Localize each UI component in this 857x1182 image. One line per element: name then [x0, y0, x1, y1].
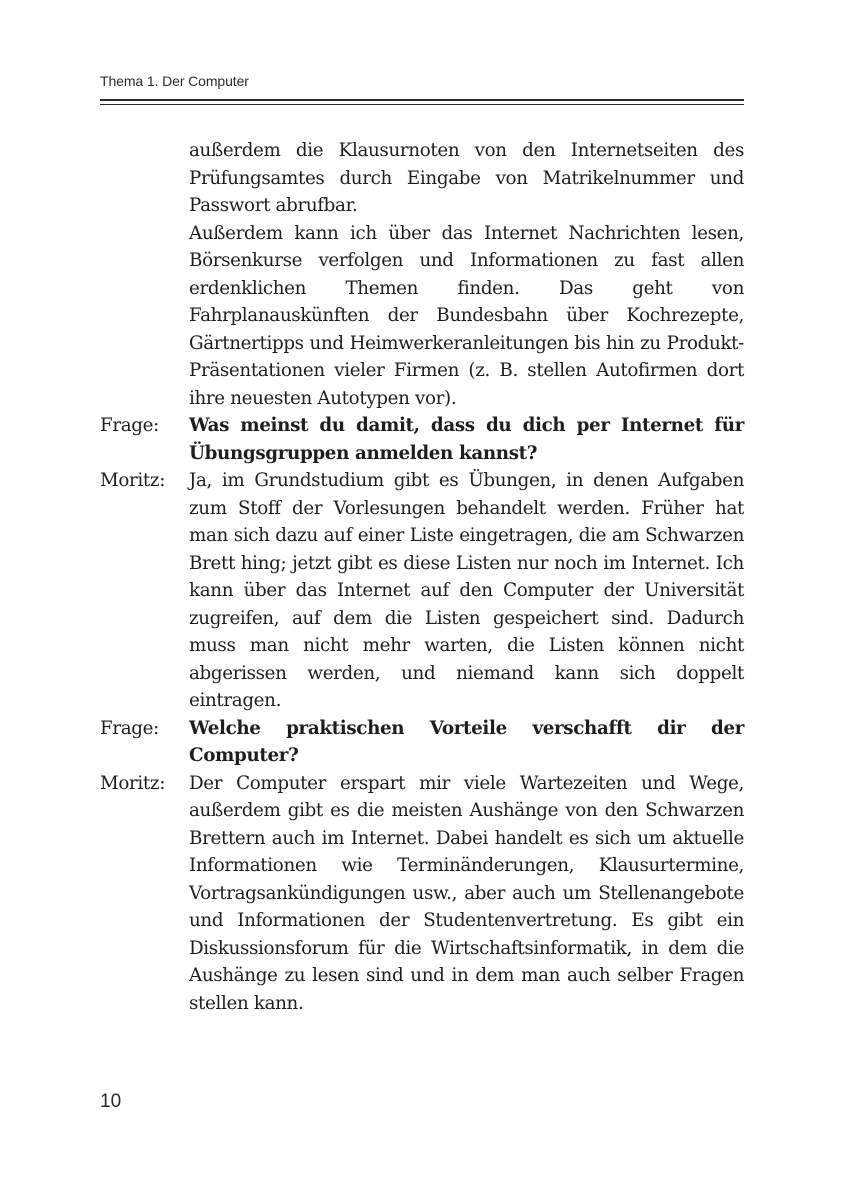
speaker-label: Frage:: [100, 415, 159, 436]
question-text: [189, 715, 744, 770]
header-rule-thick: [100, 99, 744, 101]
paragraph: Was meinst du damit, dass du dich per Internet für Übungsgruppen anmelden kannst?: [189, 415, 744, 464]
question-text: [189, 412, 744, 467]
answer-text: [189, 467, 744, 715]
answer-text: [189, 770, 744, 1018]
paragraph: Außerdem kann ich über das Internet Nachrichten lesen, Börsenkurse verfolgen und Informationen zu fast allen erdenklichen Themen finden. Das geht von Fahrplanauskünften der Bundesbahn über Kochrezepte, Gärtnertipps und Heimwerkeranleitungen bis hin zu Produkt-Präsentationen vieler Firmen (z. B. stellen Autofirmen dort ihre neuesten Autotypen vor).: [189, 222, 744, 409]
dialogue-entry: [100, 137, 744, 412]
paragraph: Welche praktischen Vorteile verschafft dir der Computer?: [189, 717, 744, 766]
header-rule-thin: [100, 104, 744, 105]
dialogue-entry: [100, 770, 744, 1018]
paragraph: außerdem die Klausurnoten von den Internetseiten des Prüfungsamtes durch Eingabe von Matrikelnummer und Passwort abrufbar.: [189, 140, 744, 216]
speaker-label: Moritz:: [100, 772, 165, 794]
running-head: Thema 1. Der Computer: [100, 73, 249, 89]
dialogue-entry: [100, 715, 744, 770]
dialogue-entry: [100, 412, 744, 467]
page-number: 10: [100, 1091, 122, 1112]
entry-text: [189, 137, 744, 412]
dialogue-entry: [100, 467, 744, 715]
dialogue-body: [100, 137, 744, 1017]
speaker-label: Moritz:: [100, 470, 165, 491]
paragraph: Der Computer erspart mir viele Wartezeiten und Wege, außerdem gibt es die meisten Aushänge von den Schwarzen Brettern auch im Internet. Dabei handelt es sich um aktuelle Informationen wie Terminänderungen, Klausurtermine, Vortragsankündigungen usw., aber auch um Stellenangebote und Informationen der Studentenvertretung. Es gibt ein Diskussionsforum für die Wirtschaftsinformatik, in dem die Aushänge zu lesen sind und in dem man auch selber Fragen stellen kann.: [189, 772, 744, 1014]
speaker-label: [100, 137, 189, 412]
speaker-label: Frage:: [100, 717, 159, 739]
paragraph: Ja, im Grundstudium gibt es Übungen, in denen Aufgaben zum Stoff der Vorlesungen behandelt werden. Früher hat man sich dazu auf einer Liste eingetragen, die am Schwarzen Brett hing; jetzt gibt es diese Listen nur noch im Internet. Ich kann über das Internet auf den Computer der Universität zugreifen, auf dem die Listen gespeichert sind. Dadurch muss man nicht mehr warten, die Listen können nicht abgerissen werden, und niemand kann sich doppelt eintragen.: [189, 470, 744, 711]
